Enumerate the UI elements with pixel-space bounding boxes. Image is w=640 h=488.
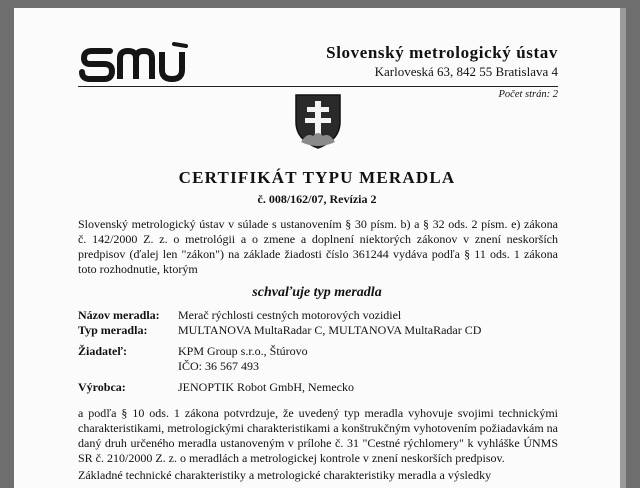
field-value: MULTANOVA MultaRadar C, MULTANOVA MultaRadar CD (178, 323, 482, 337)
field-value: Merač rýchlosti cestných motorových vozidiel (178, 308, 402, 322)
page-count: Počet strán: 2 (498, 89, 558, 100)
header-divider (78, 86, 558, 87)
field-value: JENOPTIK Robot GmbH, Nemecko (178, 380, 354, 394)
field-label: Typ meradla: (78, 323, 148, 337)
slovak-coat-of-arms-icon (293, 92, 343, 150)
field-value: KPM Group s.r.o., Štúrovo (178, 344, 308, 358)
field-applicant-ico: IČO: 36 567 493 (178, 359, 259, 373)
certificate-number: č. 008/162/07, Revízia 2 (257, 192, 377, 206)
organization-address: Karloveská 63, 842 55 Bratislava 4 (374, 64, 558, 79)
field-label: Názov meradla: (78, 308, 160, 322)
smu-logo (78, 42, 196, 82)
certificate-title: CERTIFIKÁT TYPU MERADLA (178, 168, 456, 187)
field-label: Výrobca: (78, 380, 126, 394)
field-manufacturer (78, 380, 354, 395)
approval-heading: schvaľuje typ meradla (252, 285, 382, 300)
document-page (14, 8, 620, 488)
confirmation-paragraph: a podľa § 10 ods. 1 zákona potvrdzuje, že uvedený typ meradla vyhovuje svojimi technickými charakteristikami, metrologickými charakteristikami a konštrukčným vyhotovením požiadavkám na daný druh určeného meradla ustanoveným v prílohe č. 31 "Cestné rýchlomery" k vyhláške ÚNMS SR č. 210/2000 Z. z. o meradlách a metrologickej kontrole v znení neskorších predpisov. (78, 406, 558, 465)
field-applicant (78, 344, 308, 359)
intro-paragraph: Slovenský metrologický ústav v súlade s ustanovením § 30 písm. b) a § 32 ods. 2 písm. e) zákona č. 142/2000 Z. z. o metrológii a o zmene a doplnení niektorých zákonov v znení neskorších predpisov (ďalej len "zákon") na základe žiadosti číslo 361244 vydáva podľa § 11 ods. 1 zákona toto rozhodnutie, ktorým (78, 217, 558, 276)
field-instrument-type (78, 323, 481, 338)
organization-name: Slovenský metrologický ústav (326, 43, 558, 62)
field-instrument-name (78, 308, 401, 323)
characteristics-paragraph: Základné technické charakteristiky a metrologické charakteristiky meradla a výsledky (78, 468, 492, 482)
field-label: Žiadateľ: (78, 344, 127, 358)
